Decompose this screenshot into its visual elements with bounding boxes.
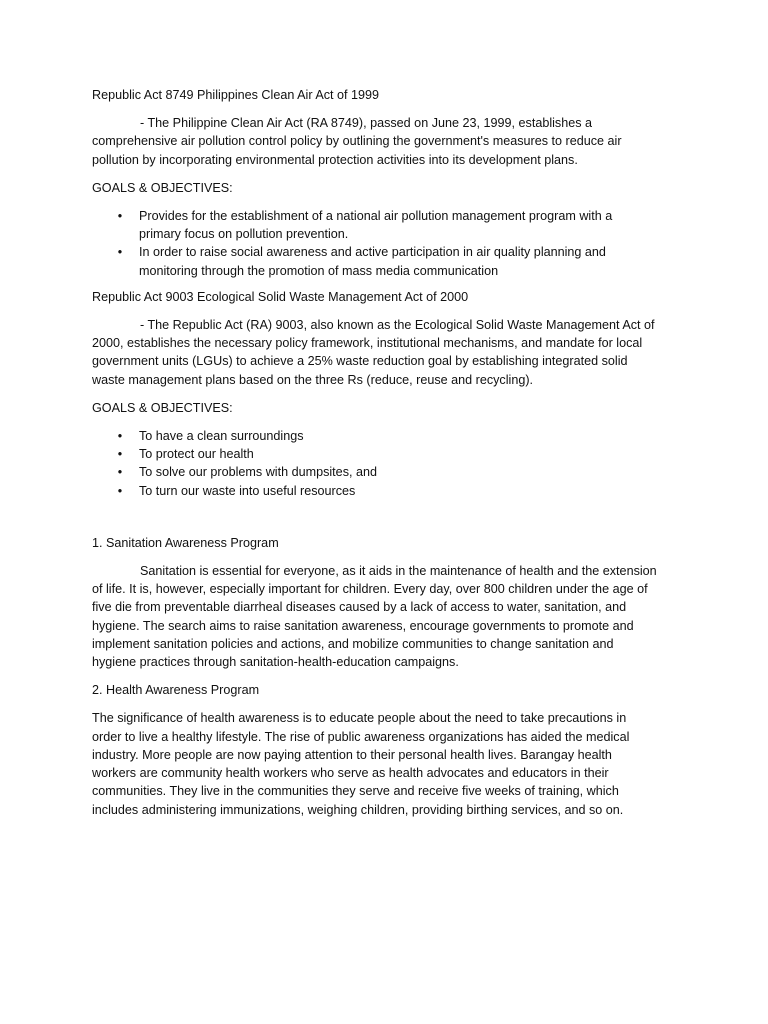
list-item-text: primary focus on pollution prevention. — [139, 227, 349, 242]
list-item-text: monitoring through the promotion of mass media communication — [139, 263, 499, 278]
list-item — [92, 463, 678, 481]
list-item — [92, 445, 678, 463]
intro-line: - The Republic Act (RA) 9003, also known as the Ecological Solid Waste Management Act of — [140, 318, 655, 333]
body-line: hygiene practices through sanitation-health-education campaigns. — [92, 655, 459, 670]
intro-line: - The Philippine Clean Air Act (RA 8749), passed on June 23, 1999, establishes a — [140, 116, 593, 131]
section-title-ra9003: Republic Act 9003 Ecological Solid Waste Management Act of 2000 — [92, 289, 469, 304]
section-spacer — [92, 508, 678, 534]
intro-line: comprehensive air pollution control policy by outlining the government's measures to reduce air — [92, 134, 622, 149]
intro-line: 2000, establishes the necessary policy framework, institutional mechanisms, and mandate for local — [92, 336, 643, 351]
section-intro-ra9003 — [92, 316, 678, 389]
body-line: implement sanitation policies and actions, and mobilize communities to change sanitation and — [92, 636, 614, 651]
list-item-text: To turn our waste into useful resources — [139, 483, 356, 498]
body-line: five die from preventable diarrheal diseases caused by a lack of access to water, sanitation, and — [92, 600, 627, 615]
list-item-text: Provides for the establishment of a national air pollution management program with a — [139, 209, 613, 224]
list-item-text: To protect our health — [139, 447, 254, 462]
list-item — [92, 482, 678, 500]
bullet-icon: • — [117, 209, 123, 224]
bullet-icon: • — [117, 245, 123, 260]
document-page — [92, 86, 678, 829]
bullet-icon: • — [117, 429, 123, 444]
goals-label-ra9003: GOALS & OBJECTIVES: — [92, 400, 233, 415]
list-item — [92, 427, 678, 445]
goals-list-ra8749 — [92, 207, 678, 280]
list-item-text: To have a clean surroundings — [139, 429, 304, 444]
list-item-text: In order to raise social awareness and active participation in air quality planning and — [139, 245, 606, 260]
body-line: industry. More people are now paying attention to their personal health lives. Barangay health — [92, 747, 612, 762]
body-line: communities. They live in the communities they serve and receive five weeks of training, which — [92, 784, 619, 799]
goals-list-ra9003 — [92, 427, 678, 500]
body-line: The significance of health awareness is to educate people about the need to take precautions in — [92, 711, 627, 726]
intro-line: government units (LGUs) to achieve a 25% waste reduction goal by establishing integrated solid — [92, 354, 628, 369]
body-line: Sanitation is essential for everyone, as it aids in the maintenance of health and the extension — [140, 564, 657, 579]
section-intro-ra8749 — [92, 114, 678, 169]
list-item-text: To solve our problems with dumpsites, and — [139, 465, 377, 480]
section-title-ra8749: Republic Act 8749 Philippines Clean Air Act of 1999 — [92, 88, 380, 102]
list-item — [92, 243, 678, 279]
goals-label-ra8749: GOALS & OBJECTIVES: — [92, 180, 233, 195]
body-line: workers are community health workers who serve as health advocates and educators in their — [92, 766, 609, 781]
program-body-sanitation — [92, 562, 678, 671]
bullet-icon: • — [117, 465, 123, 480]
body-line: includes administering immunizations, weighing children, providing birthing services, and so on. — [92, 802, 624, 817]
bullet-icon: • — [117, 447, 123, 462]
body-line: of life. It is, however, especially important for children. Every day, over 800 children under the age of — [92, 582, 648, 597]
body-line: order to live a healthy lifestyle. The rise of public awareness organizations has aided the medical — [92, 729, 630, 744]
program-title-sanitation: 1. Sanitation Awareness Program — [92, 535, 279, 550]
list-item — [92, 207, 678, 243]
intro-line: pollution by incorporating environmental protection activities into its development plans. — [92, 152, 578, 167]
program-title-health: 2. Health Awareness Program — [92, 683, 260, 698]
bullet-icon: • — [117, 483, 123, 498]
body-line: hygiene. The search aims to raise sanitation awareness, encourage governments to promote and — [92, 618, 634, 633]
intro-line: waste management plans based on the three Rs (reduce, reuse and recycling). — [92, 372, 534, 387]
program-body-health — [92, 709, 678, 818]
